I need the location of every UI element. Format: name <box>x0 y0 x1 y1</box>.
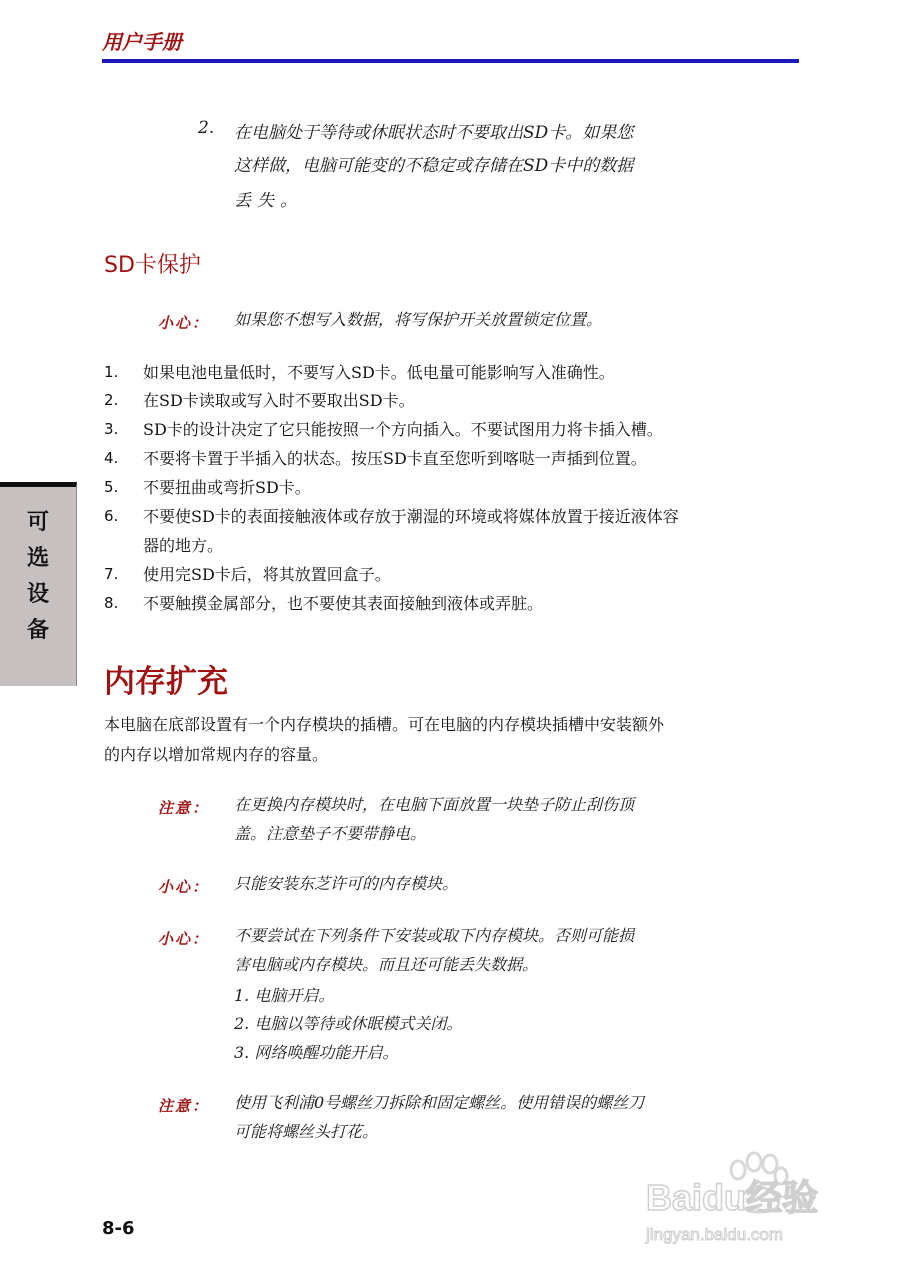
list-item-number: 6. <box>104 507 119 525</box>
memory-expansion-heading: 内存扩充 <box>104 664 228 700</box>
caution-subitem: 3. 网络唤醒功能开启。 <box>234 1043 399 1062</box>
list-item-number: 8. <box>104 594 119 612</box>
list-item-text: 在SD卡读取或写入时不要取出SD卡。 <box>143 391 415 410</box>
side-tab-char: 可 <box>26 510 49 535</box>
page-number: 8-6 <box>102 1218 135 1239</box>
list-item-number: 1. <box>104 363 119 381</box>
list-item-number: 2. <box>104 391 119 409</box>
running-header-title: 用户手册 <box>102 30 182 54</box>
watermark-brand: Baidu经验 <box>646 1177 819 1218</box>
list-item-number: 4. <box>104 449 119 467</box>
note-text-line-1: 使用飞利浦0号螺丝刀拆除和固定螺丝。使用错误的螺丝刀 <box>234 1093 645 1112</box>
caution-text-line-1: 不要尝试在下列条件下安装或取下内存模块。否则可能损 <box>234 926 635 945</box>
intro-item-line-1: 在电脑处于等待或休眠状态时不要取出SD卡。如果您 <box>234 123 634 143</box>
note-text-line-2: 盖。注意垫子不要带静电。 <box>234 824 427 843</box>
sd-protection-heading: SD卡保护 <box>104 253 201 278</box>
sd-caution-label: 小心： <box>158 314 210 332</box>
caution-subitem: 1. 电脑开启。 <box>234 986 335 1005</box>
list-item-text: 不要使SD卡的表面接触液体或存放于潮湿的环境或将媒体放置于接近液体容 <box>143 507 679 526</box>
caution-label: 小心： <box>158 930 210 948</box>
list-item-text: SD卡的设计决定了它只能按照一个方向插入。不要试图用力将卡插入槽。 <box>143 420 663 439</box>
note-label: 注意： <box>158 799 210 817</box>
caution-subitem: 2. 电脑以等待或休眠模式关闭。 <box>234 1014 463 1033</box>
list-item-text: 器的地方。 <box>143 536 224 555</box>
note-text-line-1: 在更换内存模块时，在电脑下面放置一块垫子防止刮伤顶 <box>234 795 635 814</box>
header-rule <box>102 59 799 63</box>
caution-label: 小心： <box>158 878 210 896</box>
list-item-text: 不要扭曲或弯折SD卡。 <box>143 478 311 497</box>
list-item-text: 如果电池电量低时，不要写入SD卡。低电量可能影响写入准确性。 <box>143 363 615 382</box>
caution-text: 只能安装东芝许可的内存模块。 <box>234 874 459 893</box>
list-item-text: 使用完SD卡后，将其放置回盒子。 <box>143 565 391 584</box>
chapter-side-tab <box>0 482 77 686</box>
note-text-line-2: 可能将螺丝头打花。 <box>234 1122 379 1141</box>
note-label: 注意： <box>158 1097 210 1115</box>
intro-item-number: 2. <box>198 118 215 138</box>
sd-caution-text: 如果您不想写入数据，将写保护开关放置锁定位置。 <box>234 310 603 329</box>
side-tab-char: 选 <box>26 546 49 571</box>
list-item-number: 7. <box>104 565 119 583</box>
baidu-watermark <box>640 1140 860 1250</box>
list-item-number: 5. <box>104 478 119 496</box>
memory-paragraph-line-1: 本电脑在底部设置有一个内存模块的插槽。可在电脑的内存模块插槽中安装额外 <box>104 715 665 734</box>
intro-item-line-2: 这样做，电脑可能变的不稳定或存储在SD卡中的数据 <box>234 156 634 176</box>
list-item-text: 不要将卡置于半插入的状态。按压SD卡直至您听到喀哒一声插到位置。 <box>143 449 647 468</box>
list-item-text: 不要触摸金属部分，也不要使其表面接触到液体或弄脏。 <box>143 594 544 613</box>
side-tab-char: 设 <box>26 582 49 607</box>
watermark-url: jingyan.baidu.com <box>646 1225 784 1244</box>
side-tab-char: 备 <box>26 618 49 643</box>
intro-item-line-3: 丢失。 <box>234 191 303 211</box>
memory-paragraph-line-2: 的内存以增加常规内存的容量。 <box>104 745 329 764</box>
caution-text-line-2: 害电脑或内存模块。而且还可能丢失数据。 <box>234 955 539 974</box>
list-item-number: 3. <box>104 420 119 438</box>
